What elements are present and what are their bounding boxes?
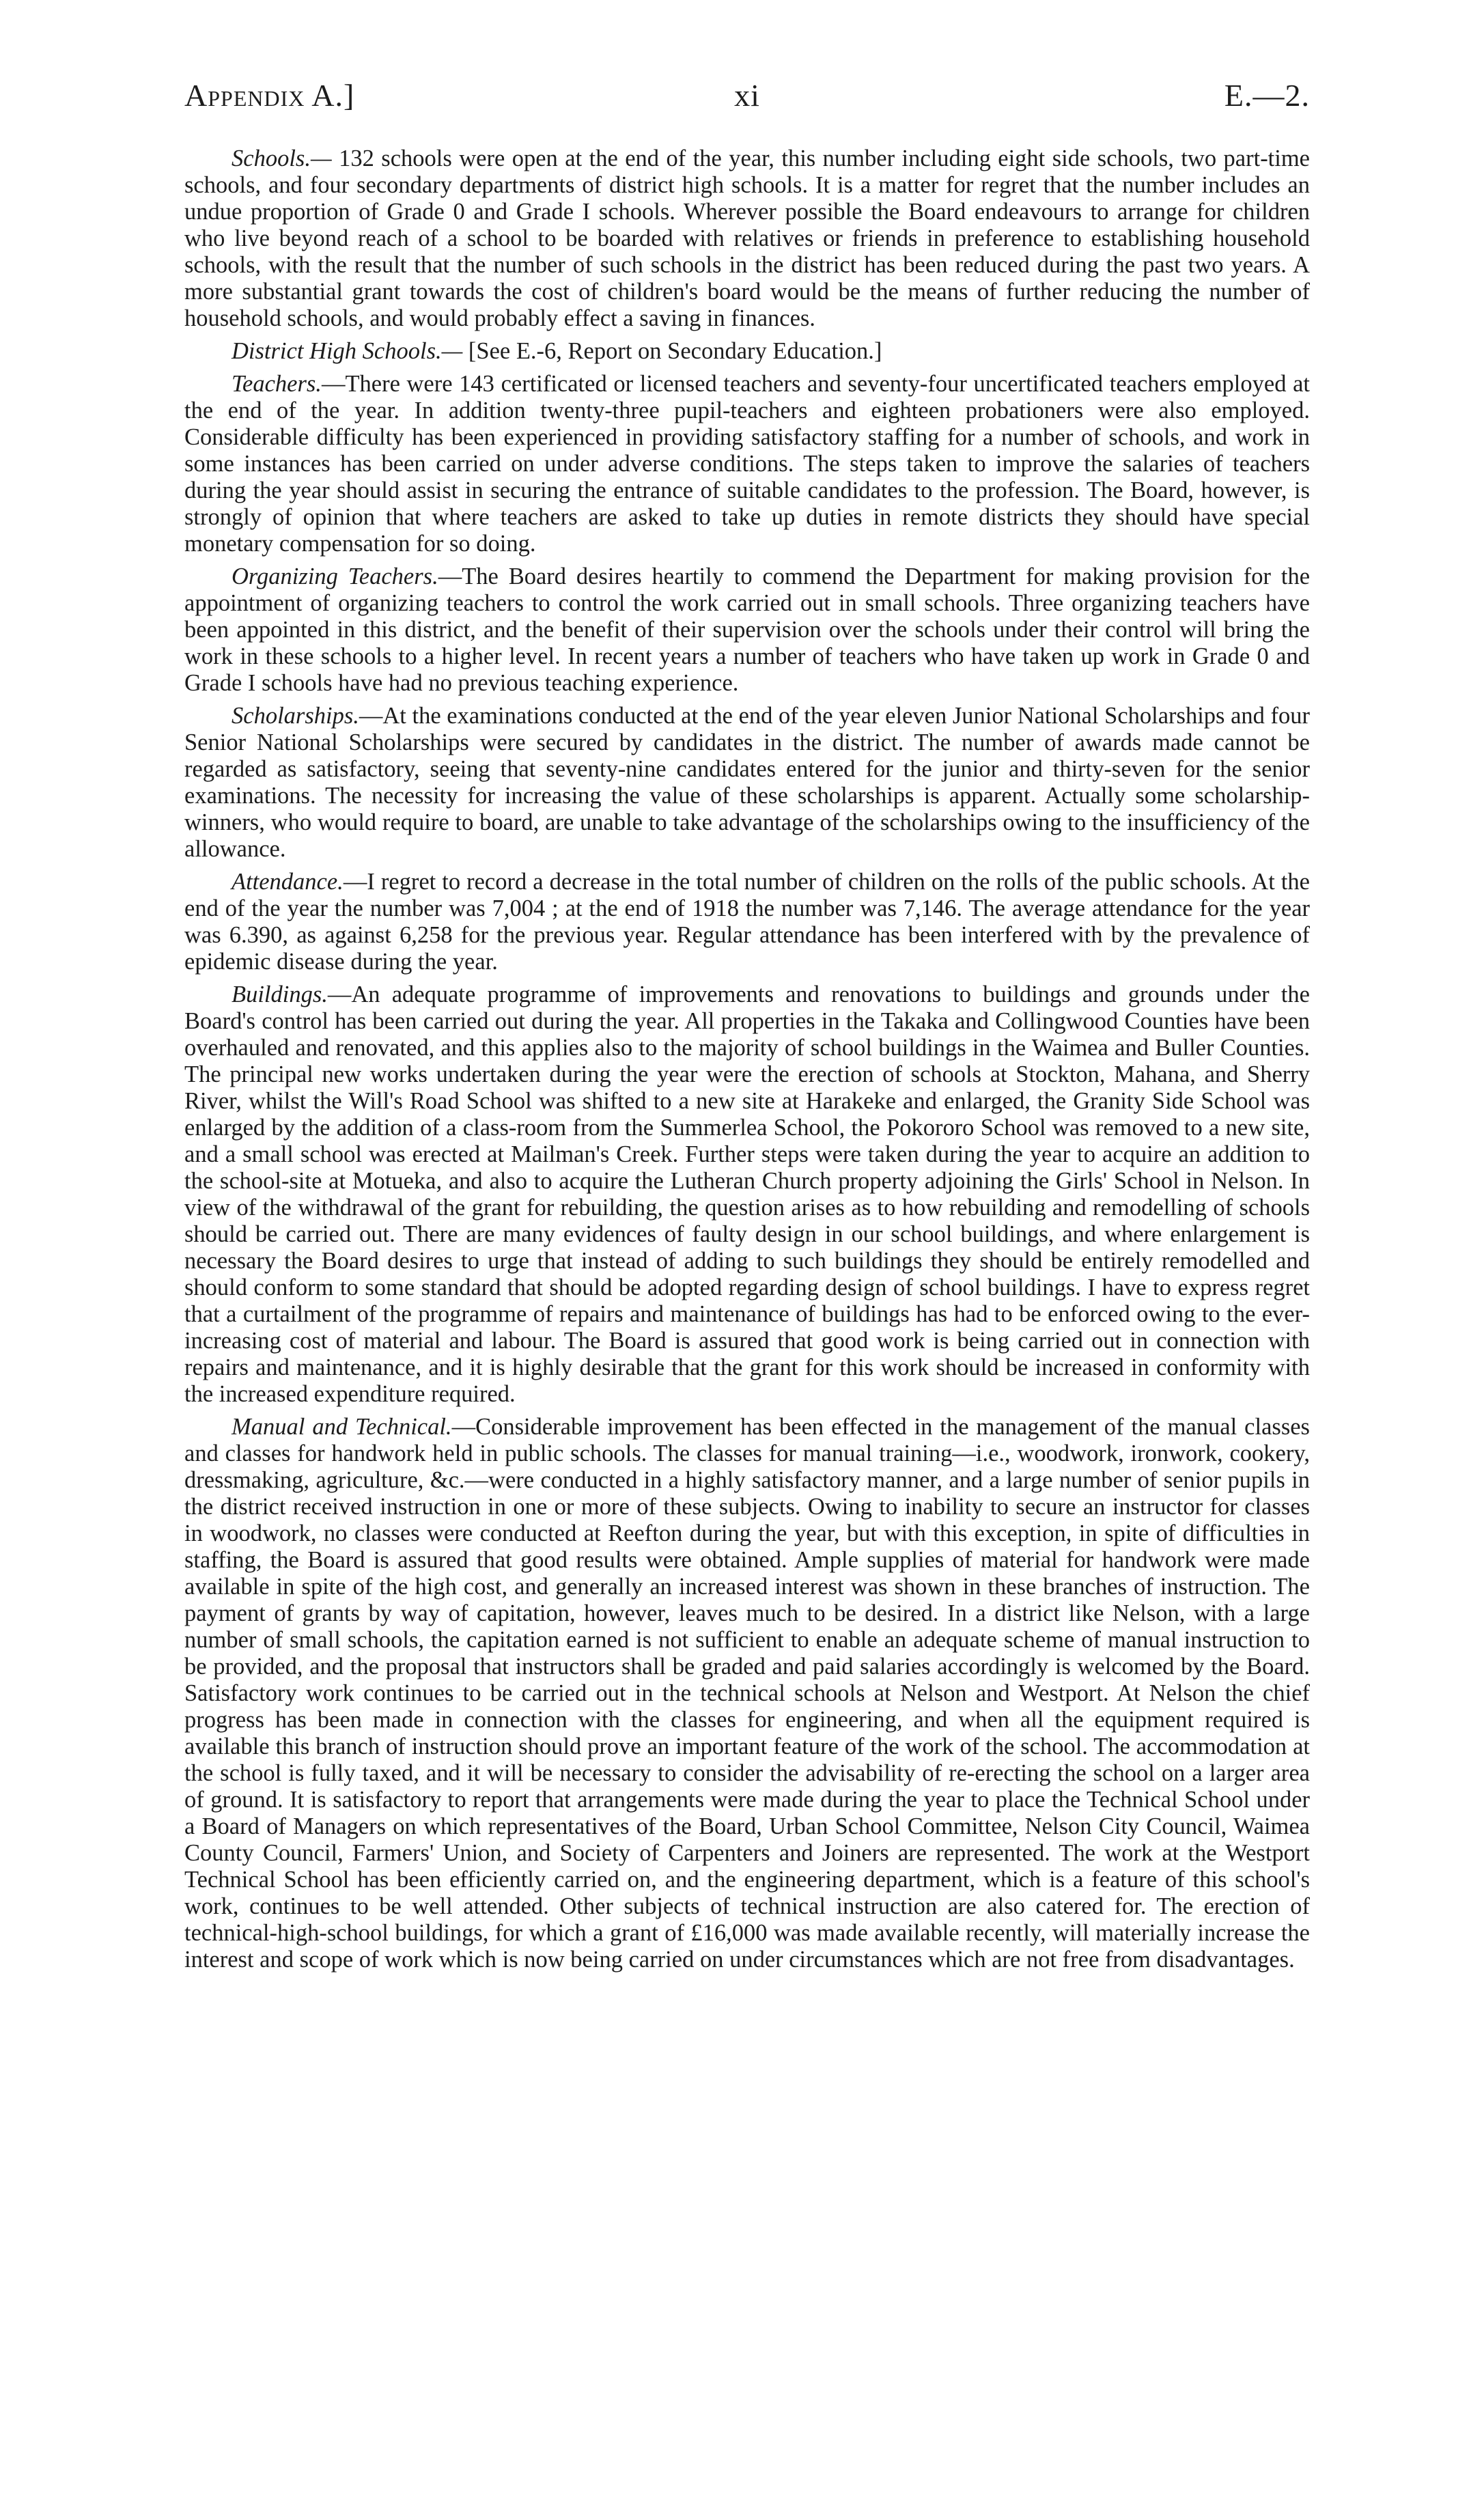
heading-attendance: Attendance. — [232, 869, 344, 895]
header-appendix: Appendix A.] — [184, 78, 355, 113]
heading-district-high-schools: District High Schools.— — [232, 338, 463, 364]
heading-buildings: Buildings. — [232, 981, 328, 1007]
heading-scholarships: Scholarships. — [232, 703, 359, 729]
paragraph-attendance — [184, 869, 1310, 975]
text-scholarships: —At the examinations conducted at the end of the year eleven Junior National Scholarships and four Senior National Scholarships were secured by candidates in the district. The number of awards made cannot be regarded as satisfactory, seeing that seventy-nine candidates entered for the junior and thirty-seven for the senior examinations. The necessity for increasing the value of these scholarships is apparent. Actually some scholarship-winners, who would require to board, are unable to take advantage of the scholarships owing to the insufficiency of the allowance. — [184, 703, 1310, 862]
paragraph-manual-technical — [184, 1414, 1310, 1973]
heading-teachers: Teachers. — [232, 371, 322, 397]
text-organizing-teachers: —The Board desires heartily to commend the Department for making provision for the appointment of organizing teachers to control the work carried out in small schools. Three organizing teachers have been appointed in this district, and the benefit of their supervision over the schools under their control will bring the work in these schools to a higher level. In recent years a number of teachers who have taken up work in Grade 0 and Grade I schools have had no previous teaching experience. — [184, 563, 1311, 696]
heading-manual-technical: Manual and Technical. — [232, 1414, 452, 1440]
page-number: xi — [734, 78, 760, 113]
page-header — [184, 65, 1310, 126]
paragraph-buildings — [184, 981, 1310, 1408]
heading-schools: Schools.— — [232, 145, 332, 171]
paragraph-schools — [184, 145, 1310, 332]
text-district-high-schools: [See E.-6, Report on Secondary Education.] — [462, 338, 882, 364]
text-teachers: —There were 143 certificated or licensed teachers and seventy-four uncertificated teachers employed at the end of the year. In addition twenty-three pupil-teachers and eighteen probationers were also employed. Considerable difficulty has been experienced in providing satisfactory staffing for a number of schools, and work in some instances has been carried on under adverse conditions. The steps taken to improve the salaries of teachers during the year should assist in securing the entrance of suitable candidates to the profession. The Board, however, is strongly of opinion that where teachers are asked to take up duties in remote districts they should have special monetary compensation for so doing. — [184, 371, 1310, 557]
paragraph-organizing-teachers — [184, 563, 1310, 697]
paragraph-scholarships — [184, 703, 1310, 863]
text-schools: 132 schools were open at the end of the year, this number including eight side schools, two part-time schools, and four secondary departments of district high schools. It is a matter for regret that the number includes an undue proportion of Grade 0 and Grade I schools. Wherever possible the Board endeavours to arrange for children who live beyond reach of a school to be boarded with relatives or friends in preference to establishing household schools, with the result that the number of such schools in the district has been reduced during the past two years. A more substantial grant towards the cost of children's board would be the means of further reducing the number of household schools, and would probably effect a saving in finances. — [184, 145, 1310, 331]
text-buildings: —An adequate programme of improvements and renovations to buildings and grounds under the Board's control has been carried out during the year. All properties in the Takaka and Collingwood Counties have been overhauled and renovated, and this applies also to the majority of school buildings in the Waimea and Buller Counties. The principal new works undertaken during the year were the erection of schools at Stockton, Mahana, and Sherry River, whilst the Will's Road School was shifted to a new site at Harakeke and enlarged, the Granity Side School was enlarged by the addition of a class-room from the Summerlea School, the Pokororo School was removed to a new site, and a small school was erected at Mailman's Creek. Further steps were taken during the year to acquire an addition to the school-site at Motueka, and also to acquire the Lutheran Church property adjoining the Girls' School in Nelson. In view of the withdrawal of the grant for rebuilding, the question arises as to how rebuilding and remodelling of schools should be carried out. There are many evidences of faulty design in our school buildings, and where enlargement is necessary the Board desires to urge that instead of adding to such buildings they should be entirely remodelled and should conform to some standard that should be adopted regarding design of school buildings. I have to express regret that a curtailment of the programme of repairs and maintenance of buildings has had to be enforced owing to the ever-increasing cost of material and labour. The Board is assured that good work is being carried out in connection with repairs and maintenance, and it is highly desirable that the grant for this work should be increased in conformity with the increased expenditure required. — [184, 981, 1310, 1407]
paragraph-district-high-schools — [184, 338, 1310, 365]
header-reference: E.—2. — [1224, 78, 1310, 113]
report-body — [184, 145, 1310, 1973]
text-manual-technical: —Considerable improvement has been effected in the management of the manual classes and classes for handwork held in public schools. The classes for manual training—i.e., woodwork, ironwork, cookery, dressmaking, agriculture, &c.—were conducted in a highly satisfactory manner, and a large number of senior pupils in the district received instruction in one or more of these subjects. Owing to inability to secure an instructor for classes in woodwork, no classes were conducted at Reefton during the year, but with this exception, in spite of difficulties in staffing, the Board is assured that good results were obtained. Ample supplies of material for handwork were made available in spite of the high cost, and generally an increased interest was shown in these branches of instruction. The payment of grants by way of capitation, however, leaves much to be desired. In a district like Nelson, with a large number of small schools, the capitation earned is not sufficient to enable an adequate scheme of manual instruction to be provided, and the proposal that instructors shall be graded and paid salaries accordingly is welcomed by the Board. Satisfactory work continues to be carried out in the technical schools at Nelson and Westport. At Nelson the chief progress has been made in connection with the classes for engineering, and when all the equipment required is available this branch of instruction should prove an important feature of the work of the school. The accommodation at the school is fully taxed, and it will be necessary to consider the advisability of re-erecting the school on a larger area of ground. It is satisfactory to report that arrangements were made during the year to place the Technical School under a Board of Managers on which representatives of the Board, Urban School Committee, Nelson City Council, Waimea County Council, Farmers' Union, and Society of Carpenters and Joiners are represented. The work at the Westport Technical School has been efficiently carried on, and the engineering department, which is a feature of this school's work, continues to be well attended. Other subjects of technical instruction are also catered for. The erection of technical-high-school buildings, for which a grant of £16,000 was made available recently, will materially increase the interest and scope of work which is now being carried on under circumstances which are not free from disadvantages. — [184, 1414, 1310, 1973]
heading-organizing-teachers: Organizing Teachers. — [232, 563, 438, 589]
text-attendance: —I regret to record a decrease in the total number of children on the rolls of the public schools. At the end of the year the number was 7,004 ; at the end of 1918 the number was 7,146. The average attendance for the year was 6.390, as against 6,258 for the previous year. Regular attendance has been interfered with by the prevalence of epidemic disease during the year. — [184, 869, 1310, 975]
paragraph-teachers — [184, 371, 1310, 557]
